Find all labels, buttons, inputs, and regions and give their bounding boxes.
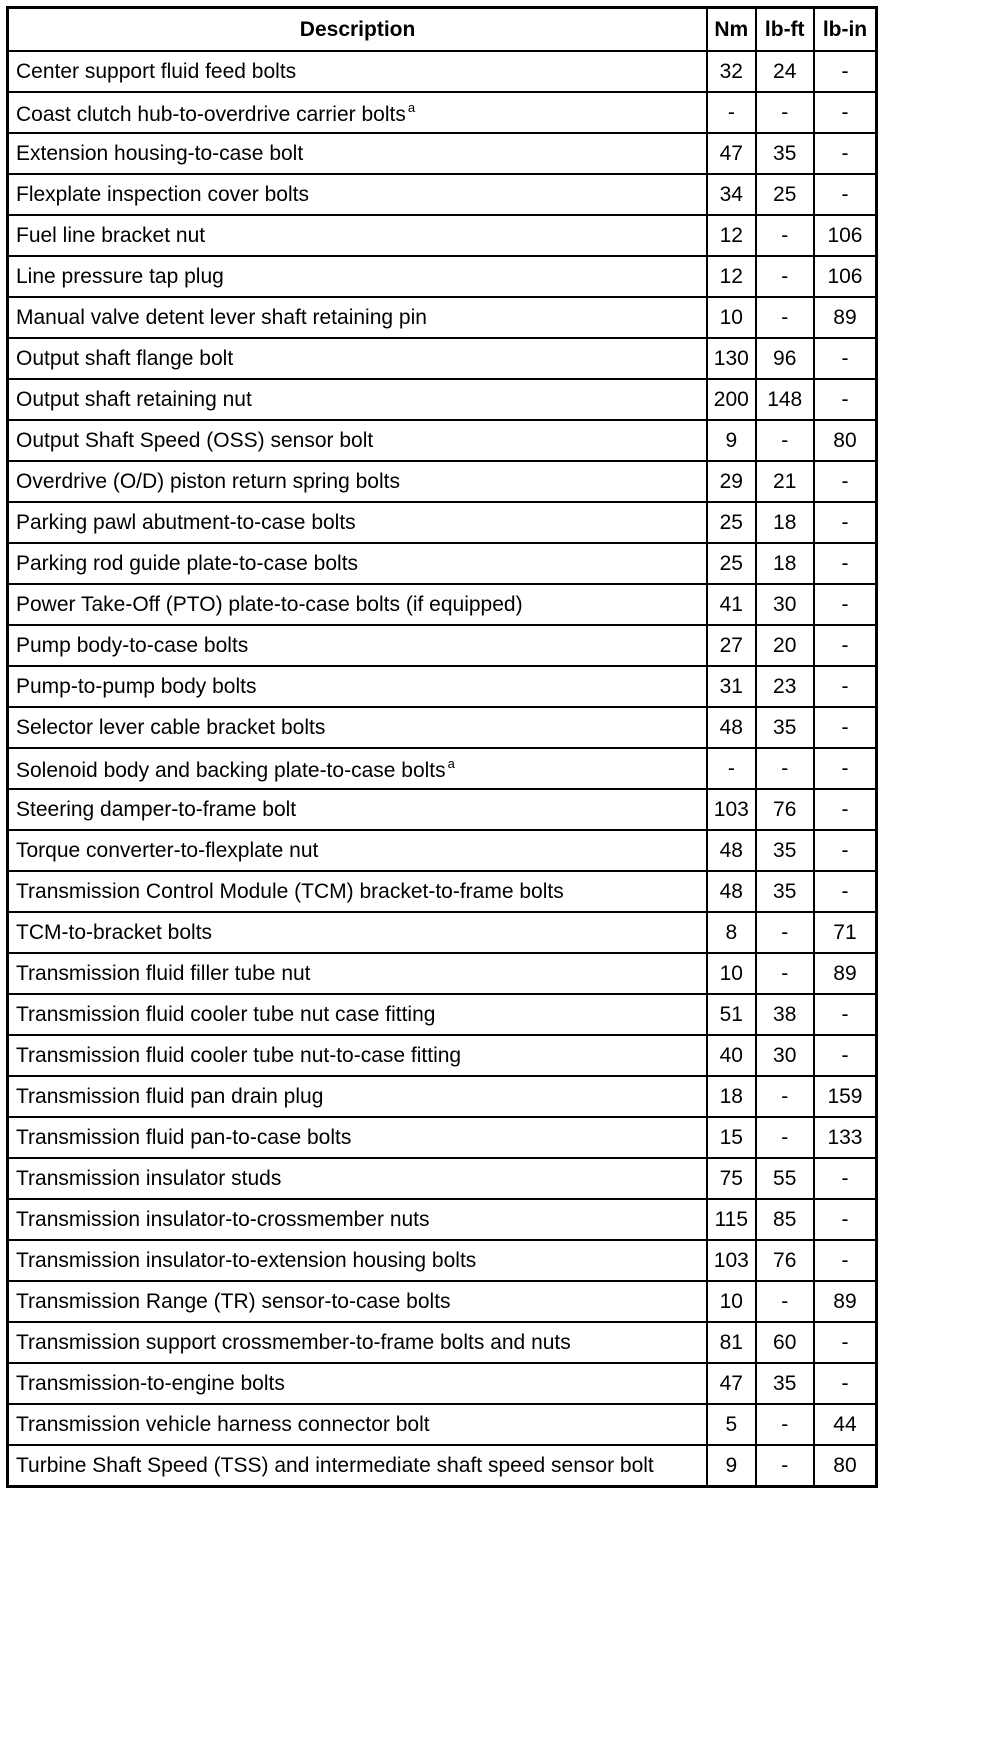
description-text: Parking rod guide plate-to-case bolts bbox=[16, 552, 359, 575]
lb-in-value-cell: 89 bbox=[814, 1281, 877, 1322]
lb-ft-value-cell: 35 bbox=[756, 871, 814, 912]
nm-value-cell: 10 bbox=[707, 297, 755, 338]
description-cell bbox=[8, 707, 708, 748]
nm-value-cell: 48 bbox=[707, 830, 755, 871]
lb-ft-value-cell: 21 bbox=[756, 461, 814, 502]
nm-value-cell: 27 bbox=[707, 625, 755, 666]
description-text: Solenoid body and backing plate-to-case bolts bbox=[16, 758, 446, 782]
description-text: Transmission insulator-to-crossmember nuts bbox=[16, 1208, 430, 1231]
nm-value-cell: - bbox=[707, 748, 755, 789]
nm-value-cell: 75 bbox=[707, 1158, 755, 1199]
nm-value-cell: 12 bbox=[707, 256, 755, 297]
lb-in-value-cell: - bbox=[814, 1363, 877, 1404]
nm-value-cell: 103 bbox=[707, 789, 755, 830]
description-text: Output shaft flange bolt bbox=[16, 347, 234, 370]
lb-ft-value-cell: - bbox=[756, 912, 814, 953]
description-text: Transmission fluid pan drain plug bbox=[16, 1085, 324, 1108]
description-cell bbox=[8, 584, 708, 625]
table-row bbox=[8, 1240, 877, 1281]
lb-ft-value-cell: 35 bbox=[756, 707, 814, 748]
nm-value-cell: 25 bbox=[707, 543, 755, 584]
lb-ft-value-cell: 60 bbox=[756, 1322, 814, 1363]
nm-value-cell: 12 bbox=[707, 215, 755, 256]
lb-ft-value-cell: 35 bbox=[756, 133, 814, 174]
table-row bbox=[8, 256, 877, 297]
nm-value-cell: 9 bbox=[707, 420, 755, 461]
nm-value-cell: 29 bbox=[707, 461, 755, 502]
lb-in-value-cell: - bbox=[814, 666, 877, 707]
lb-in-value-cell: - bbox=[814, 502, 877, 543]
nm-value-cell: 25 bbox=[707, 502, 755, 543]
lb-ft-value-cell: - bbox=[756, 92, 814, 133]
description-text: Transmission fluid cooler tube nut-to-case fitting bbox=[16, 1044, 462, 1067]
nm-value-cell: 34 bbox=[707, 174, 755, 215]
table-row bbox=[8, 543, 877, 584]
lb-ft-value-cell: - bbox=[756, 1404, 814, 1445]
lb-ft-value-cell: 18 bbox=[756, 543, 814, 584]
lb-in-value-cell: - bbox=[814, 1199, 877, 1240]
description-cell bbox=[8, 543, 708, 584]
description-cell bbox=[8, 256, 708, 297]
lb-ft-value-cell: 35 bbox=[756, 1363, 814, 1404]
nm-value-cell: 47 bbox=[707, 133, 755, 174]
lb-ft-value-cell: 25 bbox=[756, 174, 814, 215]
nm-value-cell: 48 bbox=[707, 871, 755, 912]
lb-in-value-cell: 80 bbox=[814, 420, 877, 461]
description-cell bbox=[8, 461, 708, 502]
lb-in-value-cell: - bbox=[814, 707, 877, 748]
table-row bbox=[8, 1322, 877, 1363]
lb-in-value-cell: - bbox=[814, 1240, 877, 1281]
description-cell bbox=[8, 51, 708, 92]
lb-in-value-cell: 133 bbox=[814, 1117, 877, 1158]
table-body bbox=[8, 51, 877, 1487]
table-row bbox=[8, 92, 877, 133]
table-row bbox=[8, 584, 877, 625]
description-text: Turbine Shaft Speed (TSS) and intermediate shaft speed sensor bolt bbox=[16, 1454, 654, 1477]
description-cell bbox=[8, 502, 708, 543]
nm-value-cell: 200 bbox=[707, 379, 755, 420]
description-text: Center support fluid feed bolts bbox=[16, 60, 297, 83]
table-row bbox=[8, 830, 877, 871]
description-text: Transmission vehicle harness connector bolt bbox=[16, 1413, 430, 1436]
description-text: Transmission insulator-to-extension housing bolts bbox=[16, 1249, 477, 1272]
description-cell bbox=[8, 338, 708, 379]
description-cell bbox=[8, 1322, 708, 1363]
table-row bbox=[8, 912, 877, 953]
description-text: Coast clutch hub-to-overdrive carrier bolts bbox=[16, 102, 406, 126]
description-text: Output shaft retaining nut bbox=[16, 388, 252, 411]
description-cell bbox=[8, 1240, 708, 1281]
nm-value-cell: 9 bbox=[707, 1445, 755, 1487]
lb-in-value-cell: 80 bbox=[814, 1445, 877, 1487]
lb-ft-value-cell: 148 bbox=[756, 379, 814, 420]
lb-ft-value-cell: 30 bbox=[756, 584, 814, 625]
lb-in-value-cell: 44 bbox=[814, 1404, 877, 1445]
lb-in-value-cell: - bbox=[814, 789, 877, 830]
description-text: Transmission insulator studs bbox=[16, 1167, 282, 1190]
description-cell bbox=[8, 666, 708, 707]
description-cell bbox=[8, 1445, 708, 1487]
nm-value-cell: 48 bbox=[707, 707, 755, 748]
nm-value-cell: 81 bbox=[707, 1322, 755, 1363]
lb-in-value-cell: - bbox=[814, 92, 877, 133]
column-header-description: Description bbox=[8, 8, 708, 52]
description-text: Power Take-Off (PTO) plate-to-case bolts (if equipped) bbox=[16, 593, 523, 616]
table-row bbox=[8, 871, 877, 912]
lb-in-value-cell: - bbox=[814, 830, 877, 871]
lb-ft-value-cell: - bbox=[756, 256, 814, 297]
description-text: Parking pawl abutment-to-case bolts bbox=[16, 511, 356, 534]
description-text: Transmission fluid filler tube nut bbox=[16, 962, 311, 985]
table-row bbox=[8, 789, 877, 830]
table-row bbox=[8, 625, 877, 666]
table-header-row bbox=[8, 8, 877, 52]
nm-value-cell: 130 bbox=[707, 338, 755, 379]
lb-ft-value-cell: - bbox=[756, 748, 814, 789]
description-text: Overdrive (O/D) piston return spring bolts bbox=[16, 470, 400, 493]
description-cell bbox=[8, 379, 708, 420]
nm-value-cell: 8 bbox=[707, 912, 755, 953]
description-cell bbox=[8, 1281, 708, 1322]
table-row bbox=[8, 748, 877, 789]
footnote-marker: a bbox=[447, 755, 455, 771]
table-row bbox=[8, 1363, 877, 1404]
table-row bbox=[8, 338, 877, 379]
description-text: Pump body-to-case bolts bbox=[16, 634, 249, 657]
description-cell bbox=[8, 871, 708, 912]
lb-in-value-cell: - bbox=[814, 1322, 877, 1363]
description-cell bbox=[8, 133, 708, 174]
description-cell bbox=[8, 215, 708, 256]
lb-ft-value-cell: - bbox=[756, 215, 814, 256]
description-cell bbox=[8, 1199, 708, 1240]
lb-in-value-cell: - bbox=[814, 174, 877, 215]
table-row bbox=[8, 707, 877, 748]
description-cell bbox=[8, 994, 708, 1035]
description-text: TCM-to-bracket bolts bbox=[16, 921, 213, 944]
lb-ft-value-cell: 96 bbox=[756, 338, 814, 379]
description-text: Transmission Control Module (TCM) bracket-to-frame bolts bbox=[16, 880, 564, 903]
lb-ft-value-cell: - bbox=[756, 1445, 814, 1487]
nm-value-cell: 15 bbox=[707, 1117, 755, 1158]
lb-in-value-cell: - bbox=[814, 748, 877, 789]
lb-in-value-cell: 89 bbox=[814, 297, 877, 338]
lb-in-value-cell: - bbox=[814, 1158, 877, 1199]
description-text: Transmission support crossmember-to-frame bolts and nuts bbox=[16, 1331, 571, 1354]
description-text: Line pressure tap plug bbox=[16, 265, 224, 288]
lb-ft-value-cell: 35 bbox=[756, 830, 814, 871]
table-row bbox=[8, 1076, 877, 1117]
lb-ft-value-cell: - bbox=[756, 420, 814, 461]
lb-ft-value-cell: - bbox=[756, 1076, 814, 1117]
nm-value-cell: 31 bbox=[707, 666, 755, 707]
nm-value-cell: 41 bbox=[707, 584, 755, 625]
lb-in-value-cell: - bbox=[814, 584, 877, 625]
description-cell bbox=[8, 1158, 708, 1199]
table-row bbox=[8, 1117, 877, 1158]
description-text: Torque converter-to-flexplate nut bbox=[16, 839, 319, 862]
description-cell bbox=[8, 174, 708, 215]
lb-in-value-cell: - bbox=[814, 994, 877, 1035]
table-row bbox=[8, 1158, 877, 1199]
nm-value-cell: 40 bbox=[707, 1035, 755, 1076]
description-text: Transmission fluid cooler tube nut case fitting bbox=[16, 1003, 436, 1026]
description-text: Transmission Range (TR) sensor-to-case bolts bbox=[16, 1290, 451, 1313]
table-row bbox=[8, 1035, 877, 1076]
nm-value-cell: - bbox=[707, 92, 755, 133]
description-cell bbox=[8, 748, 708, 789]
nm-value-cell: 103 bbox=[707, 1240, 755, 1281]
table-row bbox=[8, 666, 877, 707]
lb-in-value-cell: - bbox=[814, 625, 877, 666]
nm-value-cell: 10 bbox=[707, 953, 755, 994]
nm-value-cell: 10 bbox=[707, 1281, 755, 1322]
lb-ft-value-cell: 85 bbox=[756, 1199, 814, 1240]
description-cell bbox=[8, 953, 708, 994]
nm-value-cell: 18 bbox=[707, 1076, 755, 1117]
table-row bbox=[8, 51, 877, 92]
lb-ft-value-cell: 18 bbox=[756, 502, 814, 543]
description-text: Pump-to-pump body bolts bbox=[16, 675, 257, 698]
table-row bbox=[8, 1281, 877, 1322]
lb-ft-value-cell: 23 bbox=[756, 666, 814, 707]
table-row bbox=[8, 1199, 877, 1240]
description-cell bbox=[8, 1117, 708, 1158]
lb-ft-value-cell: 55 bbox=[756, 1158, 814, 1199]
lb-in-value-cell: - bbox=[814, 379, 877, 420]
lb-in-value-cell: - bbox=[814, 461, 877, 502]
description-text: Manual valve detent lever shaft retaining pin bbox=[16, 306, 427, 329]
lb-in-value-cell: 106 bbox=[814, 215, 877, 256]
description-text: Flexplate inspection cover bolts bbox=[16, 183, 309, 206]
lb-in-value-cell: - bbox=[814, 133, 877, 174]
lb-in-value-cell: 71 bbox=[814, 912, 877, 953]
lb-ft-value-cell: 38 bbox=[756, 994, 814, 1035]
nm-value-cell: 5 bbox=[707, 1404, 755, 1445]
column-header-lb-in: lb-in bbox=[814, 8, 877, 52]
nm-value-cell: 47 bbox=[707, 1363, 755, 1404]
lb-ft-value-cell: 20 bbox=[756, 625, 814, 666]
lb-in-value-cell: 89 bbox=[814, 953, 877, 994]
lb-ft-value-cell: 24 bbox=[756, 51, 814, 92]
table-row bbox=[8, 502, 877, 543]
lb-ft-value-cell: - bbox=[756, 1117, 814, 1158]
torque-specification-sheet bbox=[6, 6, 878, 1488]
description-cell bbox=[8, 789, 708, 830]
description-cell bbox=[8, 912, 708, 953]
lb-ft-value-cell: 76 bbox=[756, 789, 814, 830]
table-row bbox=[8, 174, 877, 215]
lb-ft-value-cell: - bbox=[756, 297, 814, 338]
description-cell bbox=[8, 1363, 708, 1404]
description-text: Transmission fluid pan-to-case bolts bbox=[16, 1126, 352, 1149]
nm-value-cell: 115 bbox=[707, 1199, 755, 1240]
description-text: Extension housing-to-case bolt bbox=[16, 142, 304, 165]
lb-in-value-cell: 159 bbox=[814, 1076, 877, 1117]
table-row bbox=[8, 953, 877, 994]
table-row bbox=[8, 1445, 877, 1487]
description-cell bbox=[8, 1076, 708, 1117]
lb-in-value-cell: 106 bbox=[814, 256, 877, 297]
description-cell bbox=[8, 625, 708, 666]
description-cell bbox=[8, 1404, 708, 1445]
description-cell bbox=[8, 92, 708, 133]
lb-in-value-cell: - bbox=[814, 51, 877, 92]
column-header-nm: Nm bbox=[707, 8, 755, 52]
table-row bbox=[8, 420, 877, 461]
description-text: Output Shaft Speed (OSS) sensor bolt bbox=[16, 429, 374, 452]
lb-ft-value-cell: - bbox=[756, 1281, 814, 1322]
description-text: Steering damper-to-frame bolt bbox=[16, 798, 297, 821]
lb-in-value-cell: - bbox=[814, 1035, 877, 1076]
torque-specification-table bbox=[6, 6, 878, 1488]
description-text: Transmission-to-engine bolts bbox=[16, 1372, 285, 1395]
table-row bbox=[8, 297, 877, 338]
description-cell bbox=[8, 1035, 708, 1076]
table-row bbox=[8, 379, 877, 420]
lb-ft-value-cell: 30 bbox=[756, 1035, 814, 1076]
table-row bbox=[8, 215, 877, 256]
lb-in-value-cell: - bbox=[814, 871, 877, 912]
description-cell bbox=[8, 420, 708, 461]
table-row bbox=[8, 994, 877, 1035]
lb-in-value-cell: - bbox=[814, 338, 877, 379]
table-row bbox=[8, 461, 877, 502]
column-header-lb-ft: lb-ft bbox=[756, 8, 814, 52]
lb-in-value-cell: - bbox=[814, 543, 877, 584]
description-text: Fuel line bracket nut bbox=[16, 224, 206, 247]
description-cell bbox=[8, 830, 708, 871]
table-row bbox=[8, 133, 877, 174]
table-row bbox=[8, 1404, 877, 1445]
nm-value-cell: 51 bbox=[707, 994, 755, 1035]
footnote-marker: a bbox=[407, 99, 416, 115]
description-text: Selector lever cable bracket bolts bbox=[16, 716, 326, 739]
nm-value-cell: 32 bbox=[707, 51, 755, 92]
description-cell bbox=[8, 297, 708, 338]
lb-ft-value-cell: - bbox=[756, 953, 814, 994]
lb-ft-value-cell: 76 bbox=[756, 1240, 814, 1281]
